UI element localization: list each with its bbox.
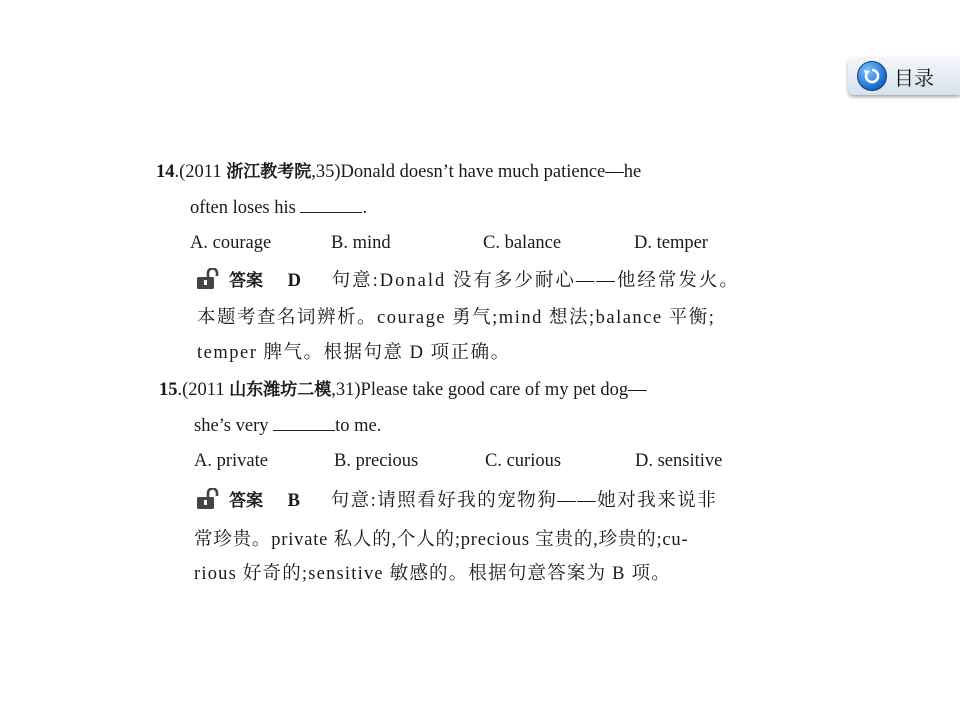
q14-answer-line-1 bbox=[196, 268, 740, 293]
q15-answer-letter: B bbox=[287, 491, 300, 511]
q15-header bbox=[159, 378, 647, 402]
q14-option-d: D. temper bbox=[634, 233, 708, 253]
q15-option-a: A. private bbox=[194, 451, 268, 471]
toc-button[interactable] bbox=[848, 57, 960, 95]
q14-header bbox=[156, 160, 641, 184]
q15-source-open: .(2011 bbox=[177, 380, 230, 400]
q14-answer-label: 答案 bbox=[229, 271, 263, 291]
q14-blank bbox=[300, 196, 362, 213]
q14-source: 浙江教考院 bbox=[226, 162, 312, 182]
unlock-icon bbox=[196, 488, 220, 510]
q14-option-b: B. mind bbox=[331, 233, 391, 253]
q15-stem-2-end: to me. bbox=[335, 416, 382, 436]
q15-explanation-1: 句意:请照看好我的宠物狗——她对我来说非 bbox=[330, 491, 718, 511]
q14-answer-letter: D bbox=[287, 271, 301, 291]
q15-option-d: D. sensitive bbox=[635, 451, 723, 471]
q15-explanation-2: 常珍贵。private 私人的,个人的;precious 宝贵的,珍贵的;cu- bbox=[194, 530, 689, 550]
q14-stem-1: Donald doesn’t have much patience—he bbox=[340, 162, 642, 182]
q14-explanation-1: 句意:Donald 没有多少耐心——他经常发火。 bbox=[331, 271, 740, 291]
q15-answer-line-1 bbox=[196, 488, 717, 513]
q14-source-open: .(2011 bbox=[174, 162, 227, 182]
q15-stem-1: Please take good care of my pet dog— bbox=[360, 380, 647, 400]
q14-options bbox=[0, 231, 960, 255]
q14-explanation-3: temper 脾气。根据句意 D 项正确。 bbox=[197, 343, 511, 363]
q15-option-c: C. curious bbox=[485, 451, 562, 471]
q15-options bbox=[0, 449, 960, 473]
q15-stem-line-2 bbox=[194, 414, 381, 438]
q14-option-c: C. balance bbox=[483, 233, 562, 253]
q14-stem-2: often loses his bbox=[190, 198, 296, 218]
q14-number: 14 bbox=[156, 162, 175, 182]
q14-stem-line-2 bbox=[190, 196, 367, 220]
q14-explanation-2: 本题考查名词辨析。courage 勇气;mind 想法;balance 平衡; bbox=[197, 308, 716, 328]
q15-answer-label: 答案 bbox=[229, 491, 263, 511]
q14-option-a: A. courage bbox=[190, 233, 272, 253]
q15-blank bbox=[273, 414, 335, 431]
refresh-circle-icon bbox=[857, 61, 887, 91]
q14-stem-2-end: . bbox=[362, 198, 368, 218]
toc-label: 目录 bbox=[894, 65, 934, 90]
q14-source-close: ,35) bbox=[311, 162, 341, 182]
q15-source: 山东潍坊二模 bbox=[229, 380, 332, 400]
q15-stem-2: she’s very bbox=[194, 416, 269, 436]
q15-number: 15 bbox=[159, 380, 178, 400]
q15-source-close: ,31) bbox=[331, 380, 361, 400]
q15-option-b: B. precious bbox=[334, 451, 419, 471]
unlock-icon bbox=[196, 268, 220, 290]
q15-explanation-3: rious 好奇的;sensitive 敏感的。根据句意答案为 B 项。 bbox=[194, 564, 671, 584]
